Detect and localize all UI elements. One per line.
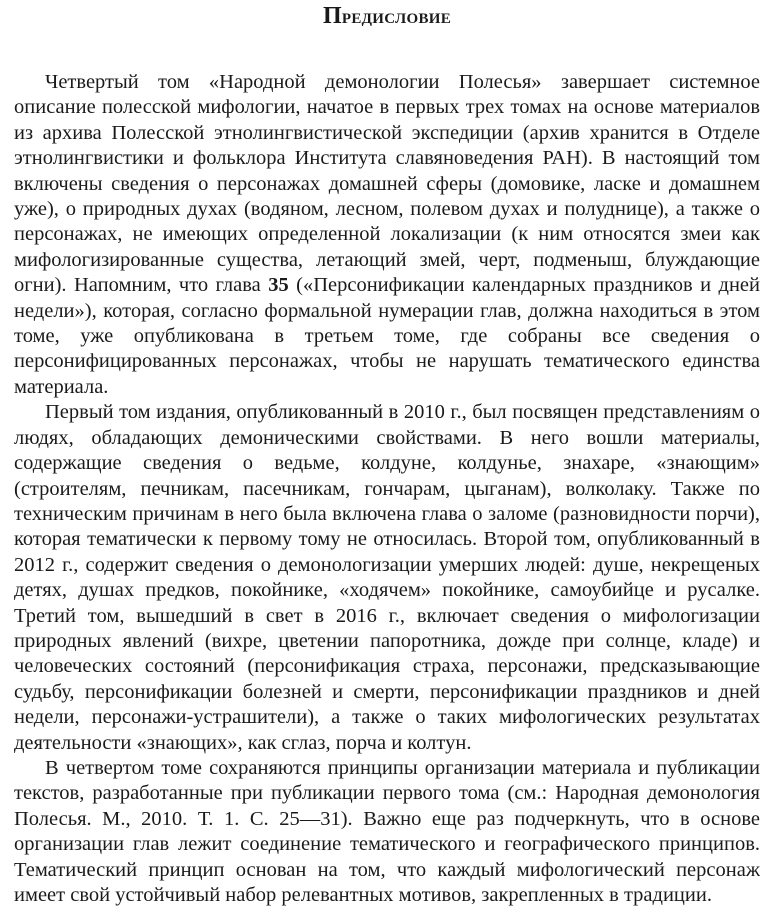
paragraph-2: Первый том издания, опубликованный в 2010 г., был посвящен представлениям о людях, обладающих демоническими свойствами. В него вошли материалы, содержащие сведения о ведьме, колдуне, колдунье, знахаре, «знающим» (строителям, печникам, пасечникам, гончарам, цыганам), волколаку. Также по техническим причинам в него была включена глава о заломе (разновидности порчи), которая тематически к первому тому не относилась. Второй том, опубликованный в 2012 г., содержит сведения о демонологизации умерших людей: душе, некрещеных детях, душах предков, покойнике, «ходячем» покойнике, самоубийце и русалке. Третий том, вышедший в свет в 2016 г., включает сведения о мифологизации природных явлений (вихре, цветении папоротника, дожде при солнце, кладе) и человеческих состояний (персонификация страха, персонажи, предсказывающие судьбу, персонификации болезней и смерти, персонификации праздников и дней недели, персонажи-устрашители), а также о таких мифологических результатах деятельности «знающих», как сглаз, порча и колтун. [14,401,760,754]
paragraph-1-part-1: Четвертый том «Народной демонологии Полесья» завершает системное описание полесской мифологии, начатое в первых трех томах на основе материалов из архива Полесской этнолингвистической экспедиции (архив хранится в Отделе этнолингвистики и фольклора Института славяноведения РАН). В настоящий том включены сведения о персонажах домашней сферы (домовике, ласке и домашнем уже), о природных духах (водяном, лесном, полевом духах и полуднице), а также о персонажах, не имеющих определенной локализации (к ним относятся змеи как мифологизированные существа, летающий змей, черт, подменыш, блуждающие огни). Напомним, что глава [14,71,760,297]
page-title-initial: П [322,3,342,29]
paragraph-1-part-2: («Персонификации календарных праздников и дней недели»), которая, согласно формальной нумерации глав, должна находиться в этом томе, уже опубликована в третьем томе, где собраны все сведения о персонифицированных персонажах, чтобы не нарушать тематического единства материала. [14,274,760,398]
page-title [14,4,760,29]
paragraph-3: В четвертом томе сохраняются принципы организации материала и публикации текстов, разработанные при публикации первого тома (см.: Народная демонология Полесья. М., 2010. Т. 1. С. 25—31). Важно еще раз подчеркнуть, что в основе организации глав лежит соединение тематического и географического принципов. Тематический принцип основан на том, что каждый мифологический персонаж имеет свой устойчивый набор релевантных мотивов, закрепленных в традиции. [14,756,760,906]
chapter-number: 35 [268,274,289,297]
document-page [14,0,760,908]
body-text [14,70,760,908]
page-title-rest: редисловие [341,4,452,28]
paragraph-1 [14,70,760,400]
